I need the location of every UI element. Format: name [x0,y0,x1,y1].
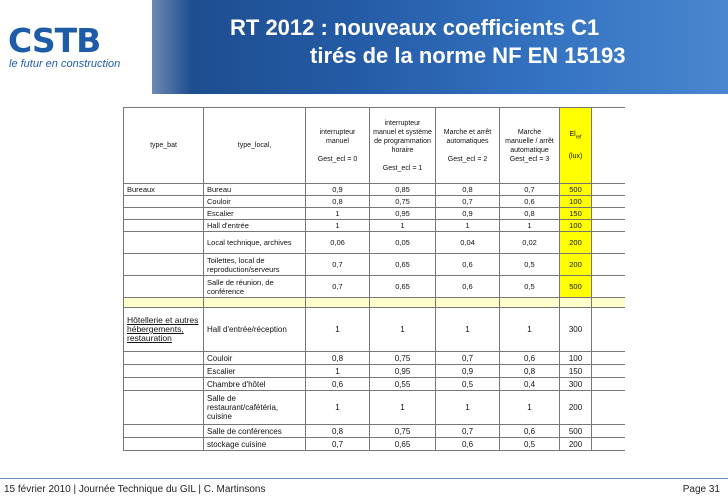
cell-type-bat [124,254,204,276]
table-row [124,208,626,220]
cell-empty [592,276,626,298]
cell-coefficient: 0,6 [500,425,560,438]
cell-empty [592,378,626,391]
title-line-2: tirés de la norme NF EN 15193 [310,43,626,68]
cell-coefficient: 0,7 [500,184,560,196]
cell-coefficient: 0,7 [436,352,500,365]
cell-type-bat [124,425,204,438]
cell-lux: 300 [560,308,592,352]
cell-empty [592,438,626,451]
cell-type-bat [124,378,204,391]
cell-lux: 150 [560,208,592,220]
header-col4-code: Gest_ecl = 3 [509,155,550,163]
cell-coefficient: 0,55 [370,378,436,391]
header-col1 [306,108,370,184]
cell-lux: 200 [560,438,592,451]
cell-lux: 300 [560,378,592,391]
cell-coefficient: 0,5 [500,438,560,451]
separator-cell [592,298,626,308]
table-row [124,254,626,276]
cell-type-local: Local technique, archives [204,232,306,254]
slide-title [200,14,720,70]
cell-empty [592,352,626,365]
cell-type-bat [124,220,204,232]
cell-coefficient: 0,7 [306,438,370,451]
table-row [124,184,626,196]
cell-type-local: Escalier [204,208,306,220]
header-col5 [560,108,592,184]
header-col3-title: Marche et arrêt automatiques [443,128,492,145]
table-row [124,220,626,232]
header-col2-title: interrupteur manuel et système de programmation horaire [373,119,432,154]
cell-type-local: Salle de conférences [204,425,306,438]
cell-type-bat [124,365,204,378]
cell-type-local: Escalier [204,365,306,378]
header-col5-sub: ref [575,134,582,141]
cell-type-bat [124,196,204,208]
cell-coefficient: 0,95 [370,365,436,378]
cell-type-bat [124,438,204,451]
logo-tagline: le futur en construction [9,58,121,70]
table-row [124,196,626,208]
cell-coefficient: 0,8 [306,196,370,208]
cell-coefficient: 0,8 [500,365,560,378]
cell-empty [592,208,626,220]
cell-coefficient: 0,6 [500,352,560,365]
coefficients-table [123,107,625,487]
cell-lux: 500 [560,425,592,438]
cell-type-bat [124,232,204,254]
cell-empty [592,425,626,438]
table-row [124,438,626,451]
cell-coefficient: 0,4 [500,378,560,391]
cell-type-local: Salle de restaurant/cafétéria, cuisine [204,391,306,425]
cell-type-local: Hall d'entrée/réception [204,308,306,352]
cell-empty [592,184,626,196]
cell-coefficient: 0,6 [436,254,500,276]
cell-coefficient: 0,7 [436,425,500,438]
cell-lux: 500 [560,276,592,298]
cell-coefficient: 1 [436,220,500,232]
cell-coefficient: 0,02 [500,232,560,254]
cell-coefficient: 1 [436,308,500,352]
table-row [124,391,626,425]
cell-type-local: Couloir [204,196,306,208]
header-type-local: type_local, [204,108,306,184]
cell-coefficient: 0,8 [500,208,560,220]
table-header-row [124,108,626,184]
cell-lux: 100 [560,352,592,365]
cell-type-local: Hall d'entrée [204,220,306,232]
cell-coefficient: 0,75 [370,196,436,208]
cell-coefficient: 0,7 [306,276,370,298]
cell-coefficient: 0,5 [500,254,560,276]
cell-lux: 100 [560,196,592,208]
cell-type-bat [124,352,204,365]
cell-coefficient: 0,6 [436,438,500,451]
cell-empty [592,220,626,232]
cell-lux: 200 [560,391,592,425]
cell-type-bat: Hôtellerie et autres hébergements, restauration [124,308,204,352]
cell-coefficient: 0,04 [436,232,500,254]
cell-coefficient: 0,95 [370,208,436,220]
section-separator [124,298,626,308]
cell-coefficient: 0,9 [436,365,500,378]
cell-type-bat [124,208,204,220]
cell-type-local: Toilettes, local de reproduction/serveurs [204,254,306,276]
cell-type-local: Couloir [204,352,306,365]
cell-type-local: stockage cuisine [204,438,306,451]
table-row [124,276,626,298]
cell-coefficient: 0,85 [370,184,436,196]
cell-coefficient: 0,9 [306,184,370,196]
header-col1-title: interrupteur manuel [319,128,356,145]
cell-coefficient: 0,75 [370,425,436,438]
cell-type-bat [124,276,204,298]
header-col3-code: Gest_ecl = 2 [447,155,488,163]
cell-coefficient: 1 [500,308,560,352]
cell-coefficient: 0,06 [306,232,370,254]
header-col3 [436,108,500,184]
cell-lux: 150 [560,365,592,378]
table-row [124,308,626,352]
cstb-logo [8,21,136,74]
logo-text: CSTB [8,21,101,60]
cell-coefficient: 1 [306,308,370,352]
cell-coefficient: 1 [306,220,370,232]
cell-coefficient: 0,7 [306,254,370,276]
cell-coefficient: 0,75 [370,352,436,365]
cell-type-bat: Bureaux [124,184,204,196]
table-row [124,365,626,378]
cell-coefficient: 1 [306,391,370,425]
separator-cell [370,298,436,308]
header-col1-code: Gest_ecl = 0 [317,155,358,163]
cell-empty [592,254,626,276]
cell-type-local: Salle de réunion, de conférence [204,276,306,298]
cell-empty [592,391,626,425]
cell-lux: 200 [560,254,592,276]
cell-type-local: Bureau [204,184,306,196]
cell-coefficient: 0,6 [306,378,370,391]
cell-empty [592,196,626,208]
cell-coefficient: 0,65 [370,438,436,451]
header-col5-unit: (lux) [568,152,583,160]
cell-type-local: Chambre d'hôtel [204,378,306,391]
cell-coefficient: 0,6 [436,276,500,298]
cell-coefficient: 0,5 [500,276,560,298]
page-number: Page 31 [682,484,720,495]
cell-coefficient: 0,6 [500,196,560,208]
cell-lux: 100 [560,220,592,232]
cell-lux: 500 [560,184,592,196]
separator-cell [306,298,370,308]
cell-coefficient: 0,9 [436,208,500,220]
header-type-bat: type_bat [124,108,204,184]
footer-text: 15 février 2010 | Journée Technique du GIL | C. Martinsons [4,484,266,495]
cell-coefficient: 0,7 [436,196,500,208]
table-row [124,232,626,254]
cell-coefficient: 1 [500,391,560,425]
footer-divider [0,478,728,479]
table-row [124,352,626,365]
table-row [124,378,626,391]
cell-coefficient: 1 [500,220,560,232]
title-line-1: RT 2012 : nouveaux coefficients C1 [230,15,600,40]
header-empty [592,108,626,184]
cell-coefficient: 1 [370,391,436,425]
separator-cell [500,298,560,308]
header-col4 [500,108,560,184]
cell-coefficient: 0,65 [370,254,436,276]
header-col2-code: Gest_ecl = 1 [382,164,423,172]
header-col4-title: Marche manuelle / arrêt automatique [505,128,554,154]
cell-coefficient: 0,5 [436,378,500,391]
cell-lux: 200 [560,232,592,254]
cell-coefficient: 1 [436,391,500,425]
cell-coefficient: 0,05 [370,232,436,254]
separator-cell [204,298,306,308]
cell-coefficient: 0,8 [436,184,500,196]
header-col2 [370,108,436,184]
cell-coefficient: 1 [306,208,370,220]
header-col5-title: El [569,131,576,139]
cell-empty [592,232,626,254]
separator-cell [124,298,204,308]
cell-coefficient: 1 [370,308,436,352]
table-row [124,425,626,438]
cell-type-bat [124,391,204,425]
separator-cell [436,298,500,308]
cell-empty [592,308,626,352]
cell-coefficient: 0,8 [306,425,370,438]
cell-coefficient: 0,8 [306,352,370,365]
slide-header [0,0,728,94]
cell-coefficient: 0,65 [370,276,436,298]
cell-coefficient: 1 [370,220,436,232]
cell-empty [592,365,626,378]
separator-cell [560,298,592,308]
cell-coefficient: 1 [306,365,370,378]
